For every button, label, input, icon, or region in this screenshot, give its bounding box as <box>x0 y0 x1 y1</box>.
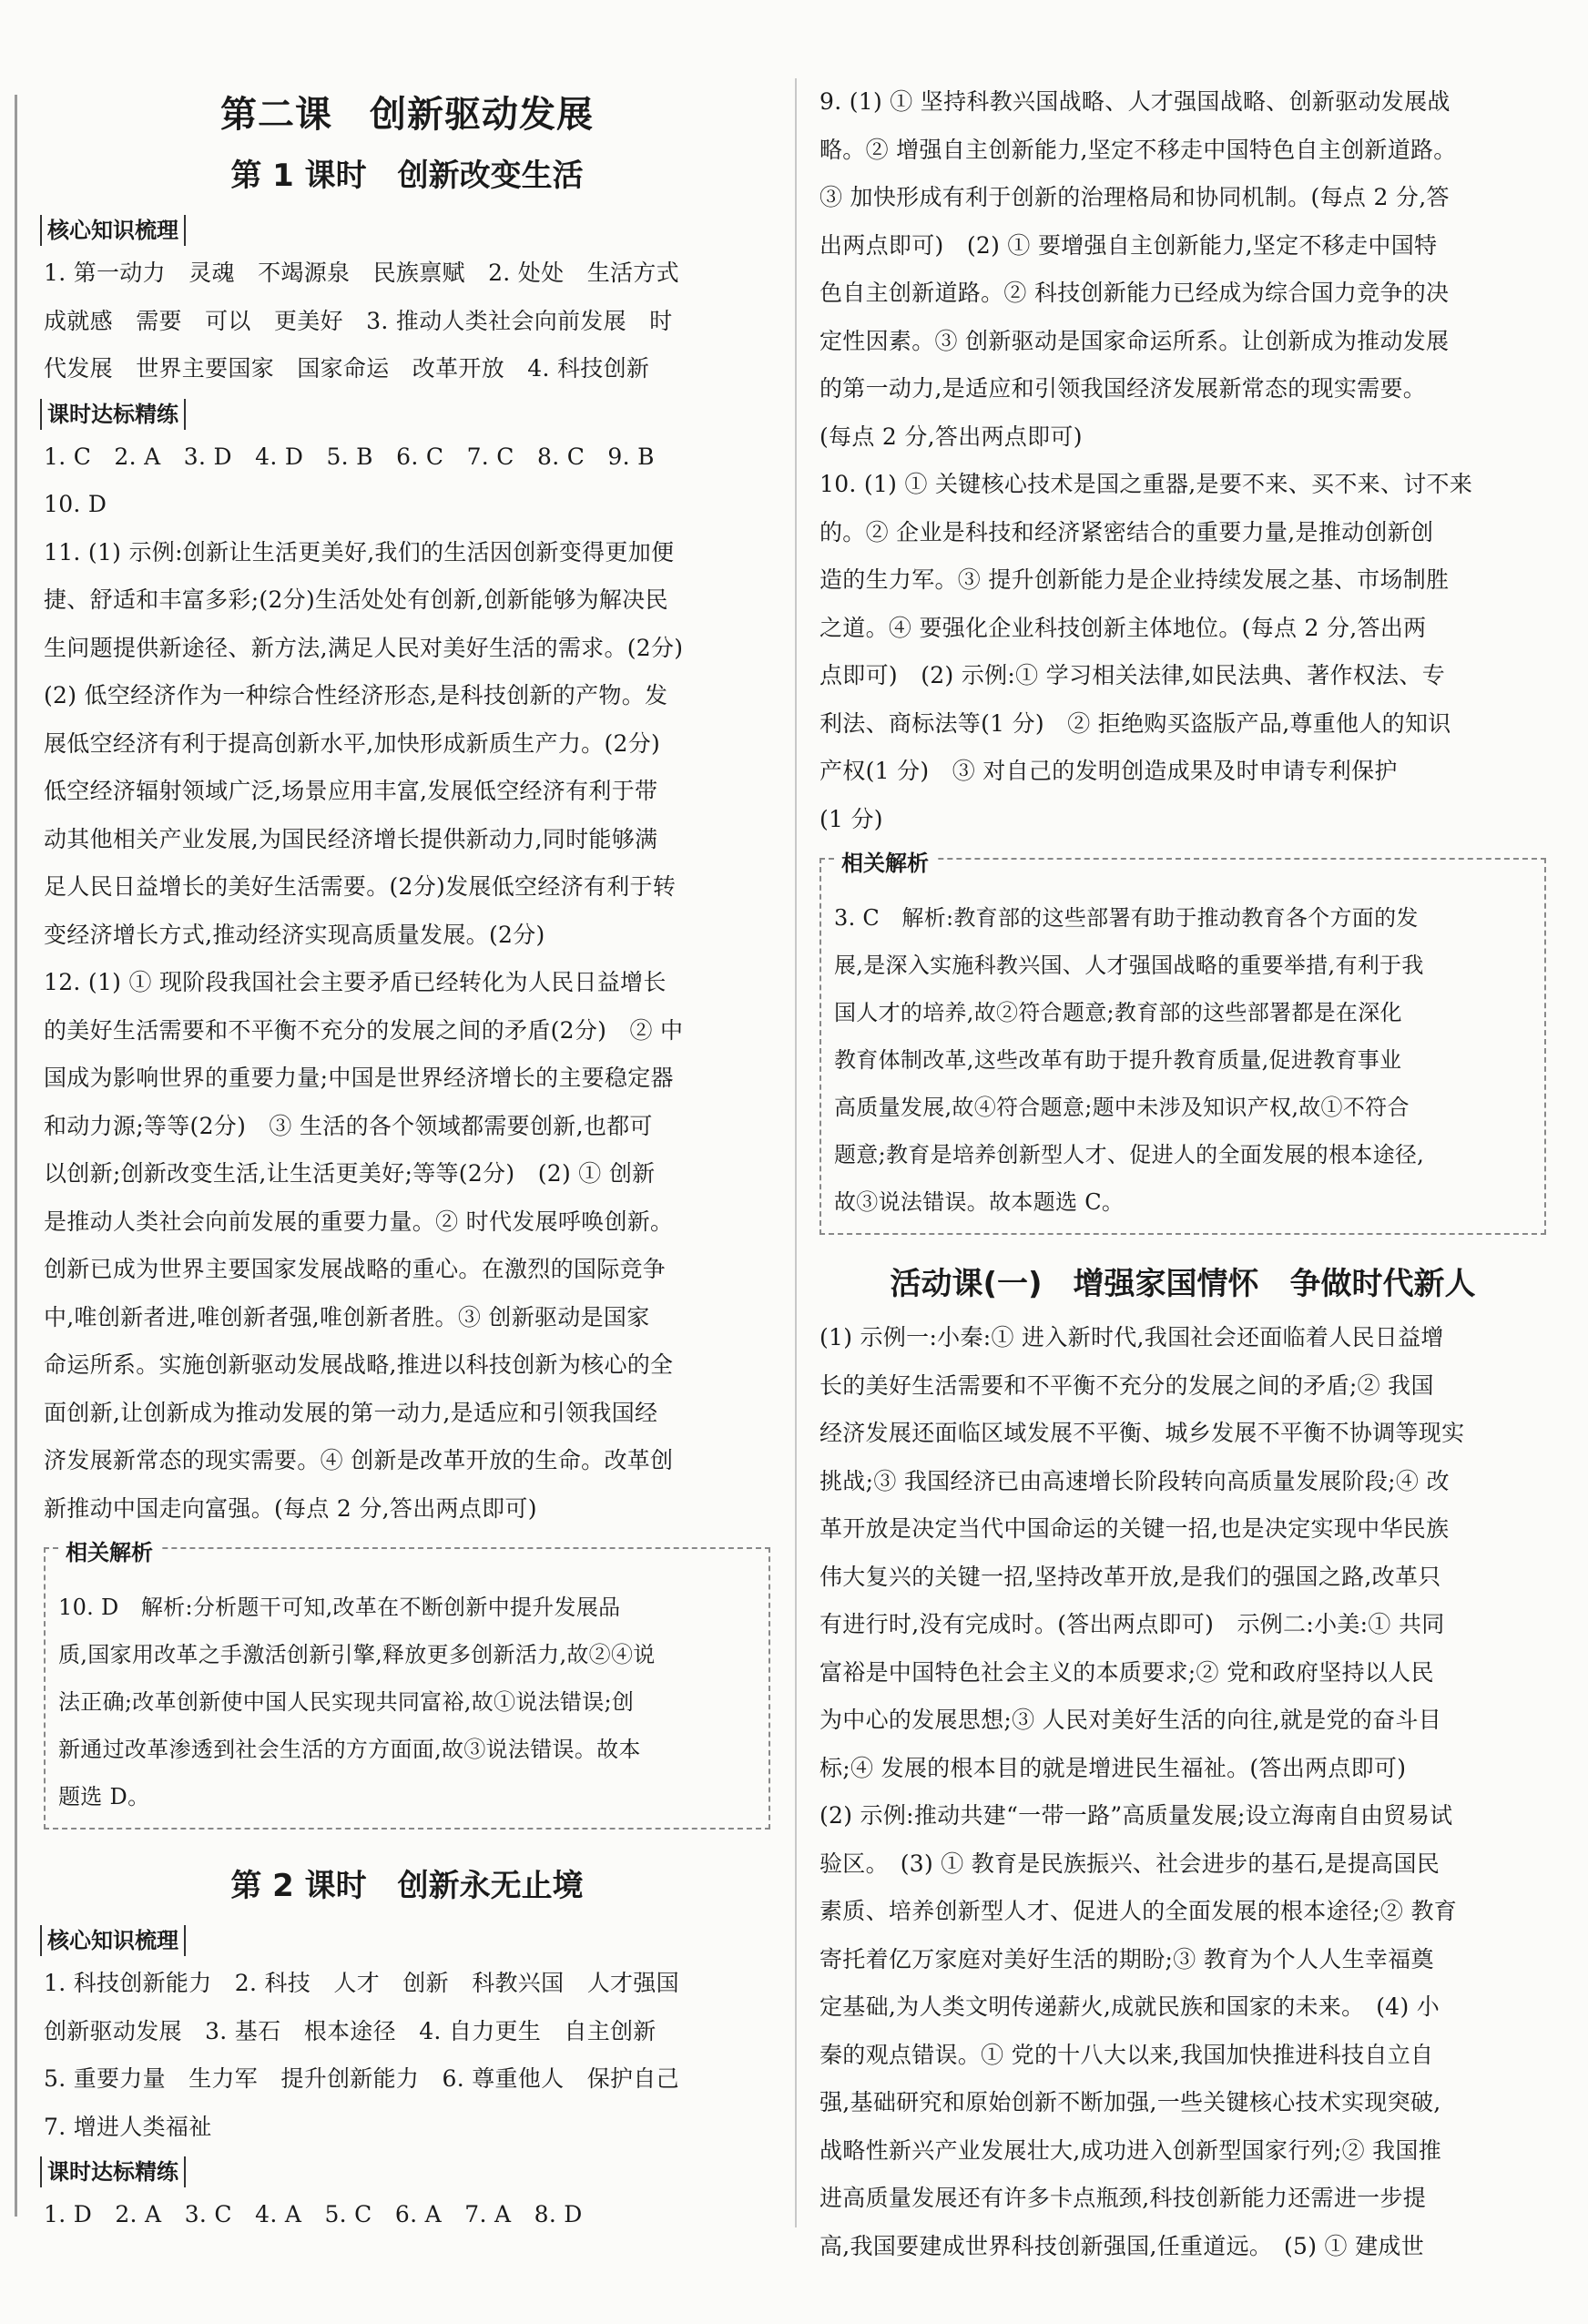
activity-title: 活动课(一) 增强家国情怀 争做时代新人 <box>890 1266 1476 1302</box>
text-line: (每点 2 分,答出两点即可) <box>819 423 1083 450</box>
text-line: 高,我国要建成世界科技创新强国,任重道远。 (5) ① 建成世 <box>819 2232 1425 2259</box>
text-line: 寄托着亿万家庭对美好生活的期盼;③ 教育为个人人生幸福奠 <box>819 1945 1434 1972</box>
text-line: 高质量发展,故④符合题意;题中未涉及知识产权,故①不符合 <box>834 1095 1410 1120</box>
right-column <box>819 78 1546 2270</box>
period2-core-knowledge-tag: 核心知识梳理 <box>40 1925 186 1956</box>
text-line: 新推动中国走向富强。(每点 2 分,答出两点即可) <box>44 1494 537 1522</box>
text-line: 展,是深入实施科教兴国、人才强国战略的重要举措,有利于我 <box>834 953 1424 978</box>
text-line: 低空经济辐射领域广泛,场景应用丰富,发展低空经济有利于带 <box>44 778 658 804</box>
text-line: 略。② 增强自主创新能力,坚定不移走中国特色自主创新道路。 <box>819 136 1457 163</box>
text-line: 成就感 需要 可以 更美好 3. 推动人类社会向前发展 时 <box>44 307 673 334</box>
lesson-title: 第二课 创新驱动发展 <box>220 94 594 136</box>
text-line: 长的美好生活需要和不平衡不充分的发展之间的矛盾;② 我国 <box>819 1371 1434 1399</box>
text-line: 出两点即可) (2) ① 要增强自主创新能力,坚定不移走中国特 <box>819 231 1438 259</box>
text-line: 有进行时,没有完成时。(答出两点即可) 示例二:小美:① 共同 <box>819 1611 1445 1637</box>
text-line: 定基础,为人类文明传递薪火,成就民族和国家的未来。 (4) 小 <box>819 1993 1440 2020</box>
text-line: 利法、商标法等(1 分) ② 拒绝购买盗版产品,尊重他人的知识 <box>819 709 1451 737</box>
text-line: 伟大复兴的关键一招,坚持改革开放,是我们的强国之路,改革只 <box>819 1563 1441 1590</box>
text-line: 创新已成为世界主要国家发展战略的重心。在激烈的国际竞争 <box>44 1256 667 1282</box>
text-line: 新通过改革渗透到社会生活的方方面面,故③说法错误。故本 <box>58 1737 641 1762</box>
text-line: 战略性新兴产业发展壮大,成功进入创新型国家行列;② 我国推 <box>819 2136 1442 2164</box>
text-line: 捷、舒适和丰富多彩;(2分)生活处处有创新,创新能够为解决民 <box>44 586 668 613</box>
text-line: (1 分) <box>819 805 883 832</box>
text-line: 革开放是决定当代中国命运的关键一招,也是决定实现中华民族 <box>819 1515 1450 1542</box>
text-line: 题选 D。 <box>58 1784 150 1809</box>
text-line: 生问题提供新途径、新方法,满足人民对美好生活的需求。(2分) <box>44 634 684 661</box>
text-line: 强,基础研究和原始创新不断加强,一些关键核心技术实现突破, <box>819 2089 1441 2115</box>
text-line: 教育体制改革,这些改革有助于提升教育质量,促进教育事业 <box>834 1047 1402 1073</box>
text-line: 3. C 解析:教育部的这些部署有助于推动教育各个方面的发 <box>834 905 1419 931</box>
text-line: 展低空经济有利于提高创新水平,加快形成新质生产力。(2分) <box>44 729 661 757</box>
text-line: 富裕是中国特色社会主义的本质要求;② 党和政府坚持以人民 <box>819 1658 1434 1686</box>
text-line: 为中心的发展思想;③ 人民对美好生活的向往,就是党的奋斗目 <box>819 1707 1442 1733</box>
text-line: 进高质量发展还有许多卡点瓶颈,科技创新能力还需进一步提 <box>819 2185 1427 2211</box>
text-line: 是推动人类社会向前发展的重要力量。② 时代发展呼唤创新。 <box>44 1208 674 1235</box>
answers-9-10 <box>819 78 1546 843</box>
text-line: 定性因素。③ 创新驱动是国家命运所系。让创新成为推动发展 <box>819 327 1450 354</box>
period2-title: 第 2 课时 创新永无止境 <box>230 1868 584 1904</box>
text-line: 7. 增进人类福祉 <box>44 2113 212 2140</box>
activity-answers <box>819 1314 1546 2270</box>
text-line: 国成为影响世界的重要力量;中国是世界经济增长的主要稳定器 <box>44 1065 674 1091</box>
text-line: 面创新,让创新成为推动发展的第一动力,是适应和引领我国经 <box>44 1399 658 1426</box>
text-line: 故③说法错误。故本题选 C。 <box>834 1189 1125 1215</box>
text-line: (1) 示例一:小秦:① 进入新时代,我国社会还面临着人民日益增 <box>819 1324 1444 1351</box>
column-divider <box>795 78 797 2227</box>
text-line: 产权(1 分) ③ 对自己的发明创造成果及时申请专利保护 <box>819 758 1398 784</box>
text-line: 12. (1) ① 现阶段我国社会主要矛盾已经转化为人民日益增长 <box>44 969 667 995</box>
text-line: 题意;教育是培养创新型人才、促进人的全面发展的根本途径, <box>834 1142 1425 1167</box>
text-line: 1. C 2. A 3. D 4. D 5. B 6. C 7. C 8. C 9. B <box>44 443 655 470</box>
analysis-title: 相关解析 <box>834 845 936 877</box>
text-line: 创新驱动发展 3. 基石 根本途径 4. 自力更生 自主创新 <box>44 2017 657 2044</box>
text-line: 变经济增长方式,推动经济实现高质量发展。(2分) <box>44 921 545 948</box>
text-line: 色自主创新道路。② 科技创新能力已经成为综合国力竞争的决 <box>819 280 1450 306</box>
text-line: 动其他相关产业发展,为国民经济增长提供新动力,同时能够满 <box>44 825 658 852</box>
text-line: 标;④ 发展的根本目的就是增进民生福祉。(答出两点即可) <box>819 1754 1407 1781</box>
period1-core-knowledge <box>44 250 770 393</box>
text-line: 经济发展还面临区域发展不平衡、城乡发展不平衡不协调等现实 <box>819 1420 1465 1446</box>
period1-title: 第 1 课时 创新改变生活 <box>230 158 584 194</box>
text-line: (2) 低空经济作为一种综合性经济形态,是科技创新的产物。发 <box>44 682 668 708</box>
text-line: 11. (1) 示例:创新让生活更美好,我们的生活因创新变得更加便 <box>44 538 675 566</box>
period1-practice-tag: 课时达标精练 <box>40 399 186 430</box>
text-line: 的美好生活需要和不平衡不充分的发展之间的矛盾(2分) ② 中 <box>44 1016 684 1044</box>
text-line: 法正确;改革创新使中国人民实现共同富裕,故①说法错误;创 <box>58 1689 635 1715</box>
period1-analysis-box <box>44 1540 770 1830</box>
text-line: 9. (1) ① 坚持科教兴国战略、人才强国战略、创新驱动发展战 <box>819 88 1451 115</box>
period2-core-knowledge <box>44 1960 770 2151</box>
text-line: 挑战;③ 我国经济已由高速增长阶段转向高质量发展阶段;④ 改 <box>819 1467 1450 1494</box>
text-line: 的。② 企业是科技和经济紧密结合的重要力量,是推动创新创 <box>819 518 1434 545</box>
text-line: 1. D 2. A 3. C 4. A 5. C 6. A 7. A 8. D <box>44 2201 583 2227</box>
text-line: 造的生力军。③ 提升创新能力是企业持续发展之基、市场制胜 <box>819 566 1450 593</box>
text-line: 10. (1) ① 关键核心技术是国之重器,是要不来、买不来、讨不来 <box>819 471 1473 497</box>
text-line: 代发展 世界主要国家 国家命运 改革开放 4. 科技创新 <box>44 355 650 382</box>
text-line: 1. 科技创新能力 2. 科技 人才 创新 科教兴国 人才强国 <box>44 1970 679 1996</box>
period2-practice <box>44 2191 770 2239</box>
text-line: (2) 示例:推动共建“一带一路”高质量发展;设立海南自由贸易试 <box>819 1802 1453 1829</box>
text-line: 秦的观点错误。① 党的十八大以来,我国加快推进科技自立自 <box>819 2041 1434 2068</box>
analysis-title: 相关解析 <box>58 1534 160 1566</box>
text-line: ③ 加快形成有利于创新的治理格局和协同机制。(每点 2 分,答 <box>819 184 1450 210</box>
text-line: 济发展新常态的现实需要。④ 创新是改革开放的生命。改革创 <box>44 1447 674 1473</box>
text-line: 和动力源;等等(2分) ③ 生活的各个领域都需要创新,也都可 <box>44 1112 653 1139</box>
text-line: 质,国家用改革之手激活创新引擎,释放更多创新活力,故②④说 <box>58 1642 656 1667</box>
period1-practice <box>44 433 770 1534</box>
period2-analysis-box <box>819 851 1546 1235</box>
text-line: 10. D 解析:分析题干可知,改革在不断创新中提升发展品 <box>58 1595 621 1620</box>
left-column <box>44 78 770 2239</box>
text-line: 之道。④ 要强化企业科技创新主体地位。(每点 2 分,答出两 <box>819 614 1427 641</box>
text-line: 10. D <box>44 491 107 517</box>
text-line: 点即可) (2) 示例:① 学习相关法律,如民法典、著作权法、专 <box>819 662 1446 688</box>
page-margin-rule <box>15 95 17 2217</box>
text-line: 中,唯创新者进,唯创新者强,唯创新者胜。③ 创新驱动是国家 <box>44 1303 650 1330</box>
period1-core-knowledge-tag: 核心知识梳理 <box>40 215 186 246</box>
text-line: 5. 重要力量 生力军 提升创新能力 6. 尊重他人 保护自己 <box>44 2065 679 2092</box>
text-line: 验区。 (3) ① 教育是民族振兴、社会进步的基石,是提高国民 <box>819 1850 1440 1877</box>
period2-practice-tag: 课时达标精练 <box>40 2156 186 2187</box>
text-line: 的第一动力,是适应和引领我国经济发展新常态的现实需要。 <box>819 375 1427 402</box>
text-line: 命运所系。实施创新驱动发展战略,推进以科技创新为核心的全 <box>44 1351 674 1378</box>
text-line: 足人民日益增长的美好生活需要。(2分)发展低空经济有利于转 <box>44 873 677 900</box>
text-line: 素质、培养创新型人才、促进人的全面发展的根本途径;② 教育 <box>819 1898 1458 1924</box>
text-line: 以创新;创新改变生活,让生活更美好;等等(2分) (2) ① 创新 <box>44 1160 656 1187</box>
text-line: 1. 第一动力 灵魂 不竭源泉 民族禀赋 2. 处处 生活方式 <box>44 260 679 286</box>
text-line: 国人才的培养,故②符合题意;教育部的这些部署都是在深化 <box>834 1000 1402 1025</box>
